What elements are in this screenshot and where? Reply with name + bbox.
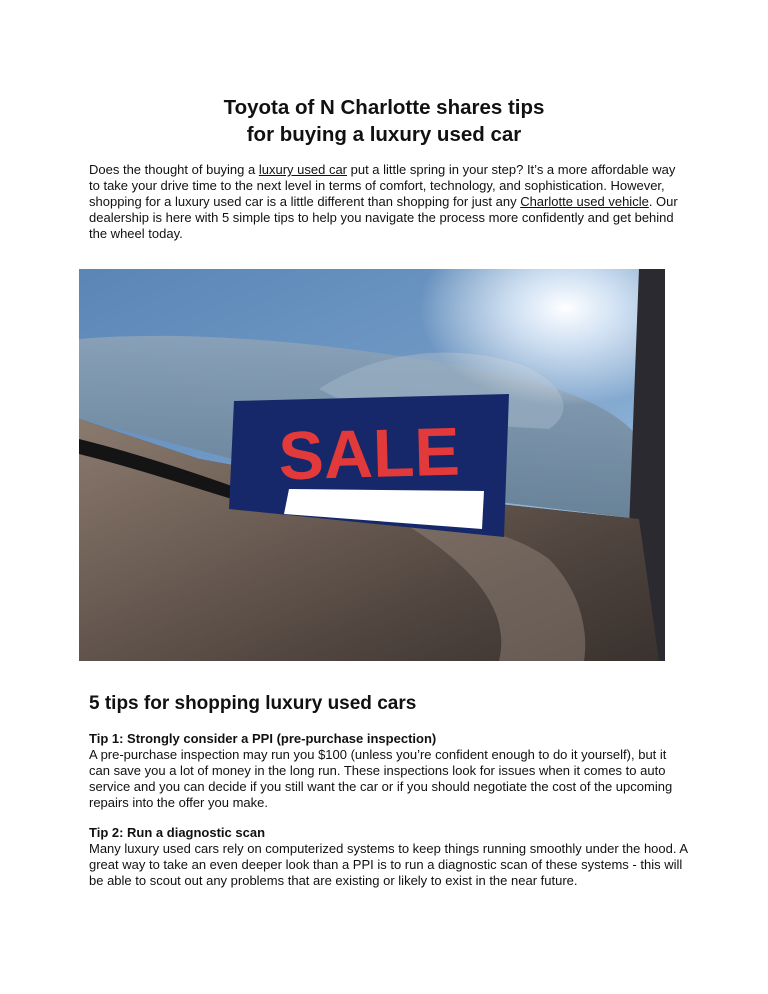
charlotte-used-vehicle-link[interactable]: Charlotte used vehicle xyxy=(520,194,649,209)
page-title xyxy=(0,94,768,148)
tip-1 xyxy=(89,731,689,811)
tip-2-heading: Tip 2: Run a diagnostic scan xyxy=(89,825,266,840)
intro-text-2: put a little spring in your step? It’s a more affordable way to take your drive time to the next level in terms of comfort, technology, and sophistication. However, shopping for a luxury used car is a little different than shopping for just any xyxy=(89,162,676,209)
tip-1-body: A pre-purchase inspection may run you $100 (unless you’re confident enough to do it yourself), but it can save you a lot of money in the long run. These inspections look for issues when it comes to auto service and you can decide if you still want the car or if you should negotiate the cost of the upcoming repairs into the offer you make. xyxy=(89,747,673,810)
title-line-1: Toyota of N Charlotte shares tips xyxy=(223,96,545,119)
tip-2 xyxy=(89,825,689,889)
intro-paragraph xyxy=(89,162,689,242)
car-sale-photo xyxy=(79,269,665,661)
intro-text-3: . Our dealership is here with 5 simple tips to help you navigate the process more confidently and get behind the wheel today. xyxy=(89,194,678,241)
luxury-used-car-link[interactable]: luxury used car xyxy=(258,162,348,177)
sign-sale-text: SALE xyxy=(277,413,461,495)
title-line-2: for buying a luxury used car xyxy=(246,123,522,146)
tip-1-heading: Tip 1: Strongly consider a PPI (pre-purchase inspection) xyxy=(89,731,437,746)
tip-2-body: Many luxury used cars rely on computerized systems to keep things running smoothly under the hood. A great way to take an even deeper look than a PPI is to run a diagnostic scan of these systems - this will be able to scout out any problems that are existing or likely to exist in the near future. xyxy=(89,841,688,888)
section-heading: 5 tips for shopping luxury used cars xyxy=(89,693,417,714)
intro-text-1: Does the thought of buying a xyxy=(89,162,259,177)
